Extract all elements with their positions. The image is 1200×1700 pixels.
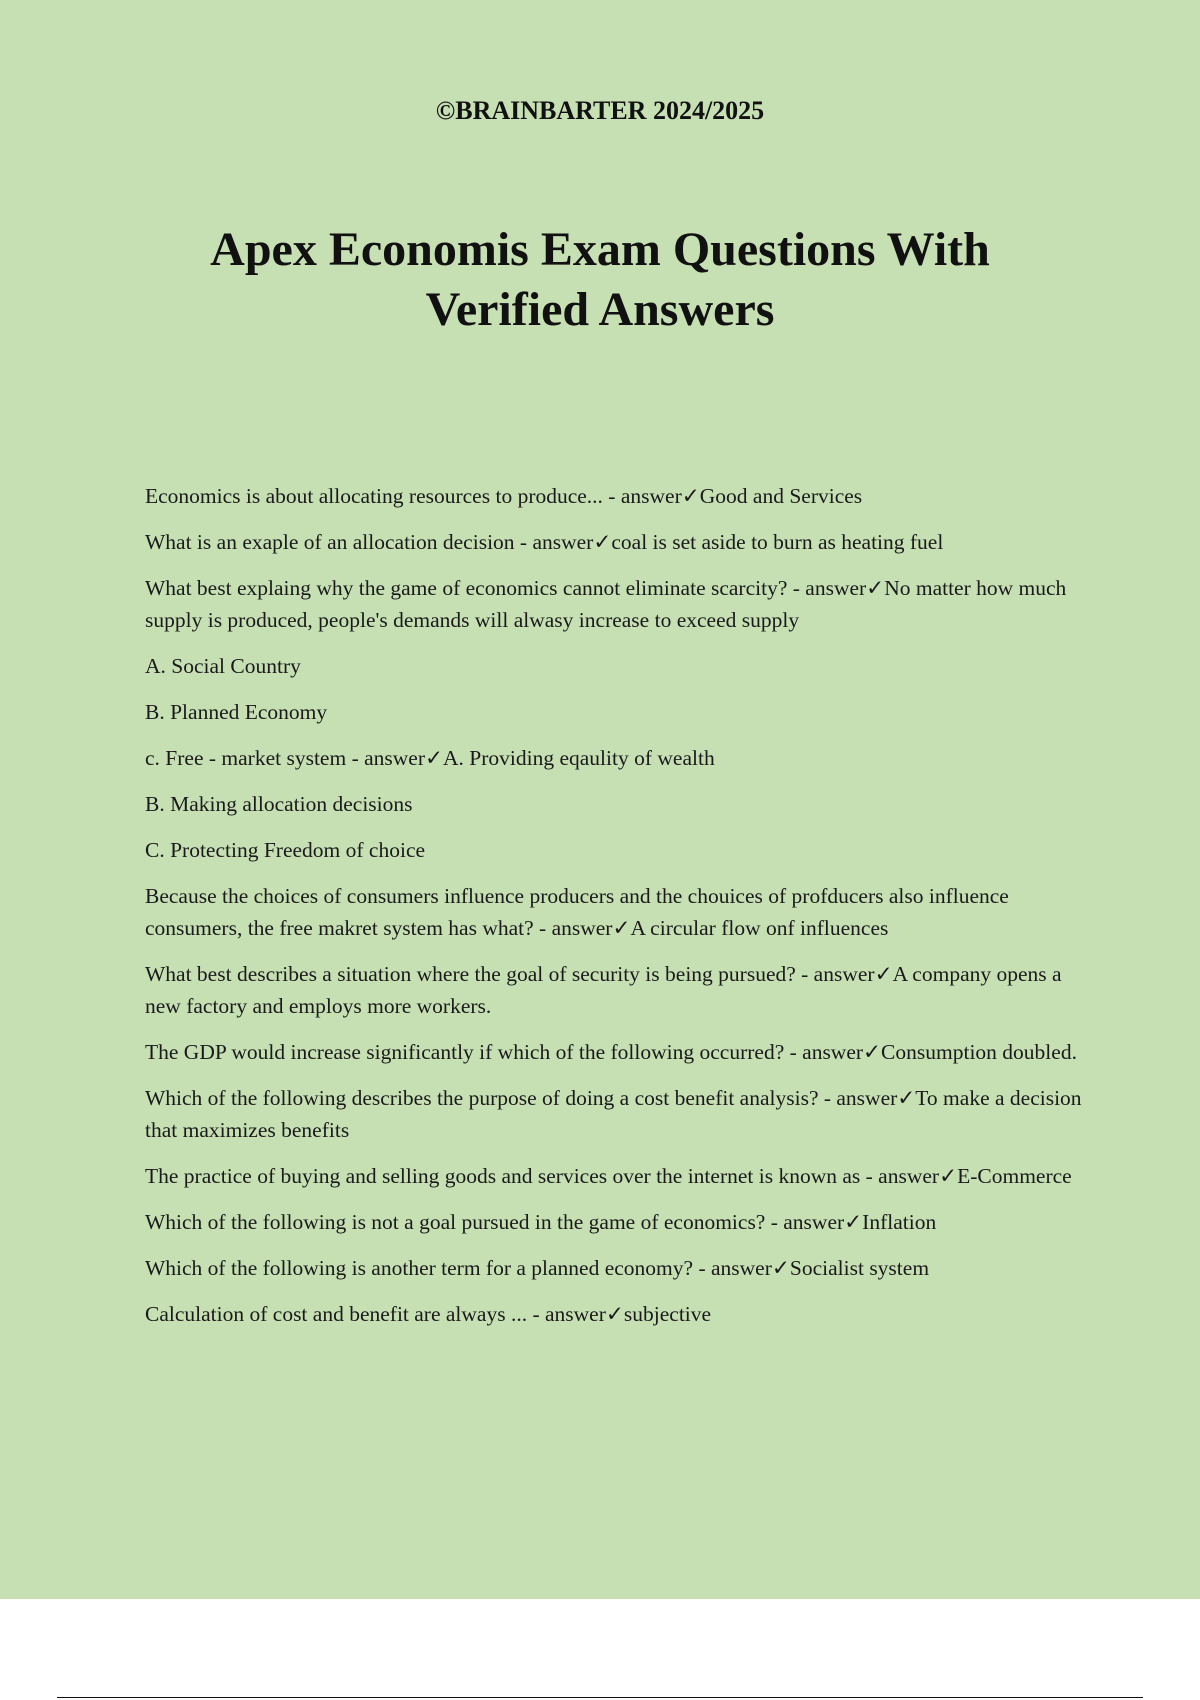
- qa-item: Which of the following describes the purpose of doing a cost benefit analysis? - answer✓To make a decision that maximizes benefits: [145, 1086, 1082, 1142]
- qa-item: What is an exaple of an allocation decision - answer✓coal is set aside to burn as heating fuel: [145, 530, 944, 554]
- qa-item: What best explaing why the game of economics cannot eliminate scarcity? - answer✓No matter how much supply is produced, people's demands will alwasy increase to exceed supply: [145, 576, 1067, 632]
- qa-item: The GDP would increase significantly if which of the following occurred? - answer✓Consumption doubled.: [145, 1040, 1077, 1064]
- qa-item: B. Making allocation decisions: [145, 792, 413, 816]
- title-line-2: Verified Answers: [425, 283, 775, 336]
- title-line-1: Apex Economis Exam Questions With: [210, 223, 990, 276]
- qa-item: B. Planned Economy: [145, 700, 328, 724]
- footer-divider: [57, 1697, 1143, 1698]
- qa-item: c. Free - market system - answer✓A. Providing eqaulity of wealth: [145, 746, 715, 770]
- qa-list: [145, 480, 1090, 1344]
- qa-item: The practice of buying and selling goods and services over the internet is known as - answer✓E-Commerce: [145, 1164, 1072, 1188]
- qa-item: Calculation of cost and benefit are always ... - answer✓subjective: [145, 1302, 712, 1326]
- qa-item: Because the choices of consumers influence producers and the chouices of profducers also influence consumers, the free makret system has what? - answer✓A circular flow onf influences: [145, 884, 1009, 940]
- qa-item: What best describes a situation where the goal of security is being pursued? - answer✓A company opens a new factory and employs more workers.: [145, 962, 1062, 1018]
- qa-item: Economics is about allocating resources to produce... - answer✓Good and Services: [145, 484, 863, 508]
- copyright-header: ©BRAINBARTER 2024/2025: [435, 96, 765, 125]
- qa-item: A. Social Country: [145, 654, 301, 678]
- qa-item: Which of the following is not a goal pursued in the game of economics? - answer✓Inflation: [145, 1210, 937, 1234]
- page-title: [100, 220, 1100, 340]
- qa-item: C. Protecting Freedom of choice: [145, 838, 426, 862]
- qa-item: Which of the following is another term for a planned economy? - answer✓Socialist system: [145, 1256, 930, 1280]
